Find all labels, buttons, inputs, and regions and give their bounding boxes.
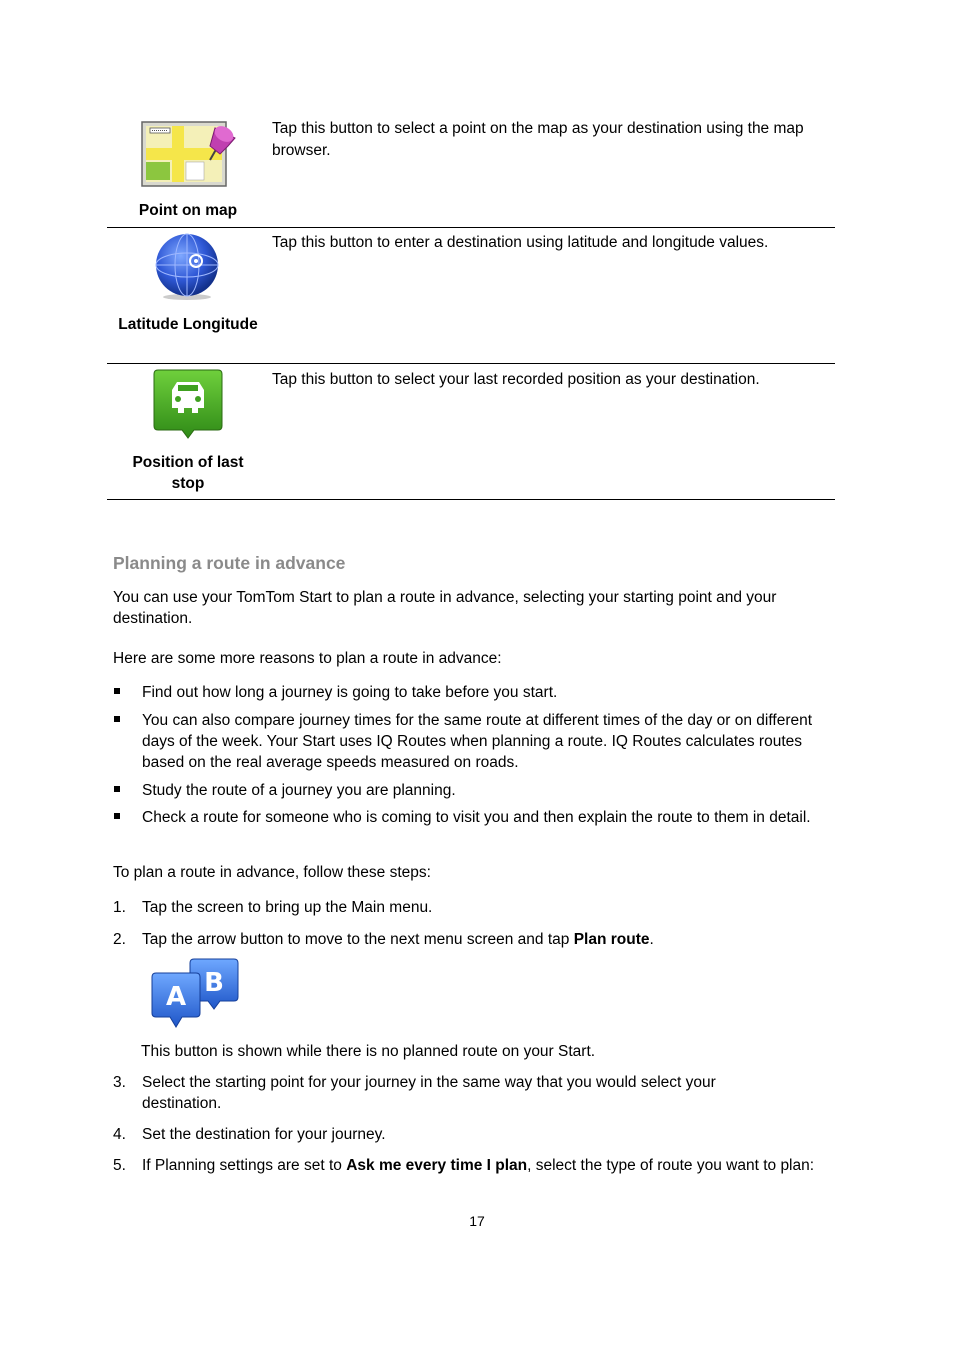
latitude-longitude-description: Tap this button to enter a destination using latitude and longitude values. bbox=[272, 234, 769, 251]
table-divider bbox=[107, 363, 835, 364]
plan-route-ab-icon bbox=[150, 957, 242, 1029]
step-number: 1. bbox=[113, 899, 126, 916]
step-text bbox=[142, 929, 832, 950]
step-number: 4. bbox=[113, 1126, 126, 1143]
step-number: 5. bbox=[113, 1157, 126, 1174]
bullet-marker bbox=[114, 716, 120, 722]
step-text: Select the starting point for your journey in the same way that you would select your destination. bbox=[142, 1074, 716, 1112]
label-line: Position of last bbox=[132, 454, 244, 471]
plan-route-note: This button is shown while there is no planned route on your Start. bbox=[141, 1043, 596, 1060]
intro-paragraph: You can use your TomTom Start to plan a route in advance, selecting your starting point and your destination. bbox=[113, 589, 777, 627]
step-text bbox=[142, 1155, 832, 1176]
point-on-map-label: Point on map bbox=[138, 202, 238, 219]
step-text: Set the destination for your journey. bbox=[142, 1126, 386, 1143]
bullet-marker bbox=[114, 786, 120, 792]
step-text: Tap the screen to bring up the Main menu. bbox=[142, 899, 433, 916]
label-line: stop bbox=[171, 475, 205, 492]
point-on-map-description: Tap this button to select a point on the map as your destination using the map browser. bbox=[272, 120, 804, 159]
step-number: 2. bbox=[113, 931, 126, 948]
list-item: Check a route for someone who is coming to visit you and then explain the route to them in detail. bbox=[142, 809, 811, 826]
list-item: Find out how long a journey is going to take before you start. bbox=[142, 684, 558, 701]
latitude-longitude-label: Latitude Longitude bbox=[118, 316, 258, 333]
table-divider bbox=[107, 227, 835, 228]
svg-text:B: B bbox=[204, 968, 224, 998]
steps-lead: To plan a route in advance, follow these steps: bbox=[113, 864, 431, 881]
step-text-part: , select the type of route you want to plan: bbox=[527, 1157, 815, 1174]
point-on-map-icon bbox=[140, 118, 240, 190]
list-item: You can also compare journey times for the same route at different times of the day or on different days of the week. Your Start uses IQ Routes when planning a route. IQ Routes calculates routes based on the real average speeds measured on roads. bbox=[142, 712, 813, 771]
step-number: 3. bbox=[113, 1074, 126, 1091]
list-item: Study the route of a journey you are planning. bbox=[142, 782, 456, 799]
plan-route-term: Plan route bbox=[573, 931, 650, 948]
reasons-lead: Here are some more reasons to plan a route in advance: bbox=[113, 650, 502, 667]
globe-icon bbox=[153, 231, 221, 301]
bullet-marker bbox=[114, 813, 120, 819]
position-of-last-stop-description: Tap this button to select your last recorded position as your destination. bbox=[272, 371, 760, 388]
page-number: 17 bbox=[469, 1213, 485, 1229]
step-text-part: Tap the arrow button to move to the next menu screen and tap bbox=[142, 931, 574, 948]
table-divider bbox=[107, 499, 835, 500]
step-text-part: . bbox=[649, 931, 654, 948]
svg-text:A: A bbox=[165, 982, 187, 1012]
step-text-part: If Planning settings are set to bbox=[142, 1157, 347, 1174]
section-heading: Planning a route in advance bbox=[113, 553, 346, 573]
position-of-last-stop-label bbox=[108, 452, 268, 494]
car-stop-icon bbox=[152, 368, 224, 440]
bullet-marker bbox=[114, 688, 120, 694]
ask-me-setting-term: Ask me every time I plan bbox=[346, 1157, 528, 1174]
